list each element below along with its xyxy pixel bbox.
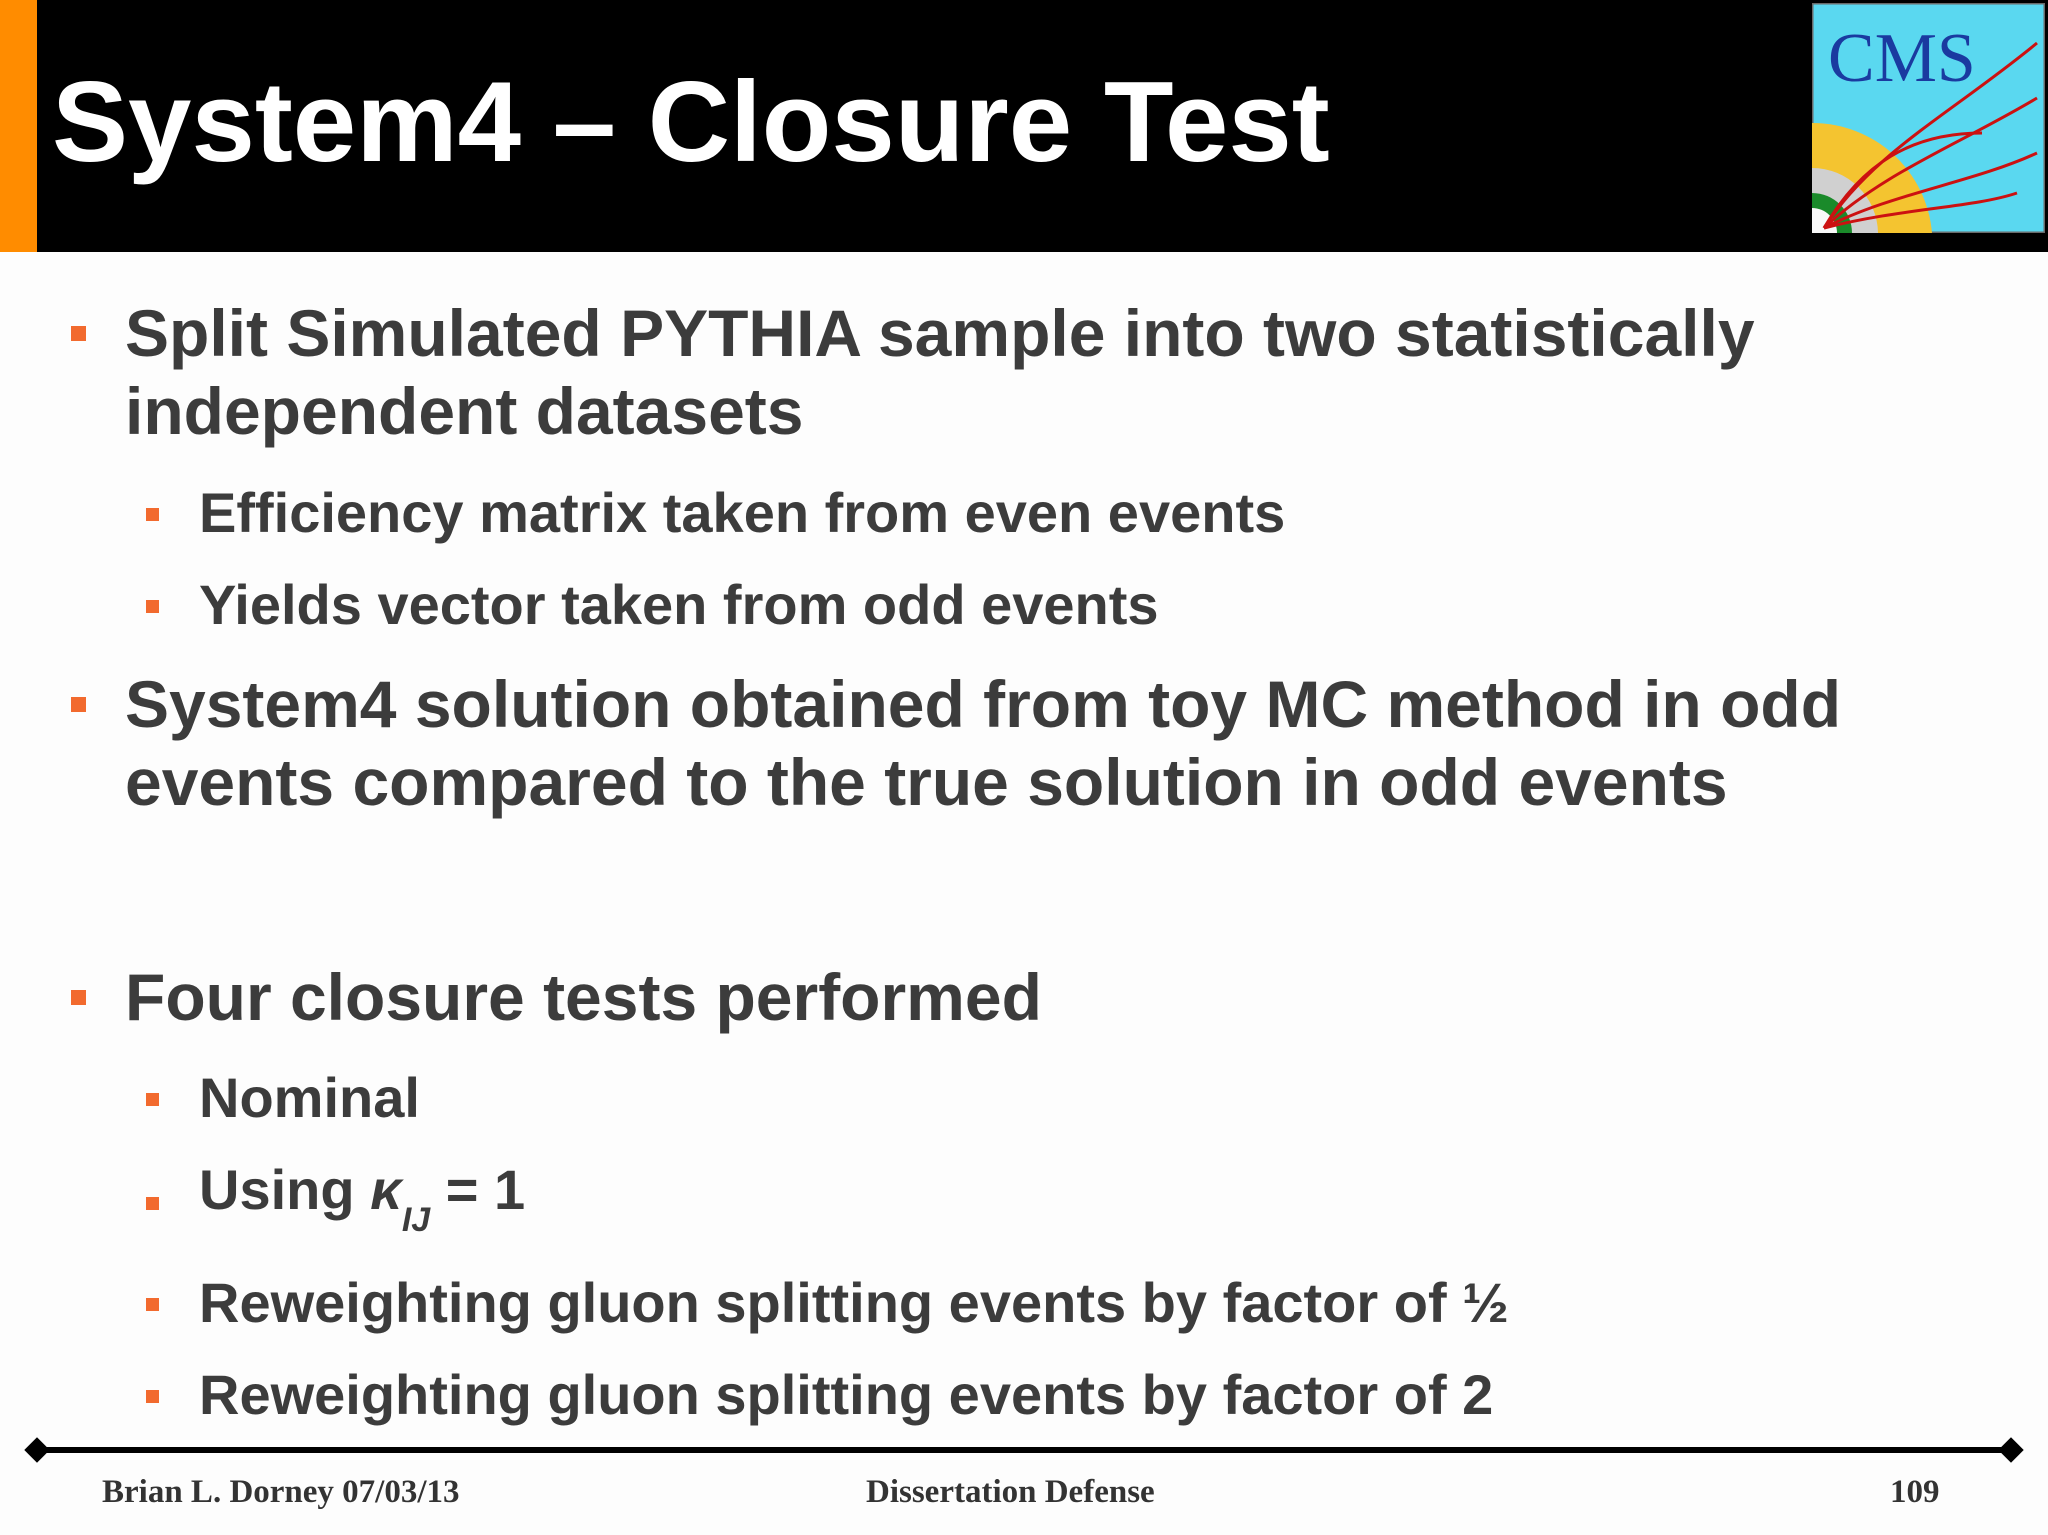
bullet-2-line-1: System4 solution obtained from toy MC method in odd: [125, 667, 1842, 741]
sub-bullet-marker: [146, 1197, 159, 1210]
footer-presentation-title: Dissertation Defense: [866, 1474, 1155, 1510]
bullet-marker: [71, 990, 86, 1005]
using-prefix: Using: [199, 1158, 371, 1221]
bullet-marker: [71, 697, 86, 712]
bullet-3-line-1: Four closure tests performed: [125, 960, 1042, 1034]
footer-divider-left-cap: [24, 1437, 49, 1462]
bullet-1-line-2: independent datasets: [125, 374, 804, 448]
slide-title: System4 – Closure Test: [52, 59, 1330, 186]
cms-logo-text: CMS: [1828, 20, 1976, 97]
sub-bullet-marker: [146, 600, 159, 613]
using-suffix: = 1: [430, 1158, 526, 1221]
header-accent-bar: [0, 0, 37, 252]
sub-bullet-yields: Yields vector taken from odd events: [199, 573, 1159, 636]
footer-divider: [28, 1447, 2020, 1453]
sub-bullet-nominal: Nominal: [199, 1066, 420, 1129]
bullet-2-line-2: events compared to the true solution in odd events: [125, 745, 1728, 819]
footer-author-date: Brian L. Dorney 07/03/13: [102, 1474, 460, 1510]
cms-logo: [1812, 3, 2045, 233]
sub-bullet-marker: [146, 1298, 159, 1311]
sub-bullet-marker: [146, 1093, 159, 1106]
bullet-marker: [71, 326, 86, 341]
sub-bullet-efficiency: Efficiency matrix taken from even events: [199, 481, 1286, 544]
slide-header: [0, 0, 2048, 252]
footer-page-number: 109: [1890, 1474, 1940, 1510]
footer-divider-right-cap: [1998, 1437, 2023, 1462]
sub-bullet-marker: [146, 1390, 159, 1403]
sub-bullet-using-kappa: [199, 1157, 525, 1253]
kappa-subscript: IJ: [401, 1201, 431, 1239]
bullet-1-line-1: Split Simulated PYTHIA sample into two statistically: [125, 296, 1755, 370]
sub-bullet-reweight-two: Reweighting gluon splitting events by factor of 2: [199, 1363, 1494, 1426]
kappa-symbol: κ: [370, 1158, 402, 1221]
sub-bullet-reweight-half: Reweighting gluon splitting events by factor of ½: [199, 1271, 1509, 1334]
sub-bullet-marker: [146, 508, 159, 521]
